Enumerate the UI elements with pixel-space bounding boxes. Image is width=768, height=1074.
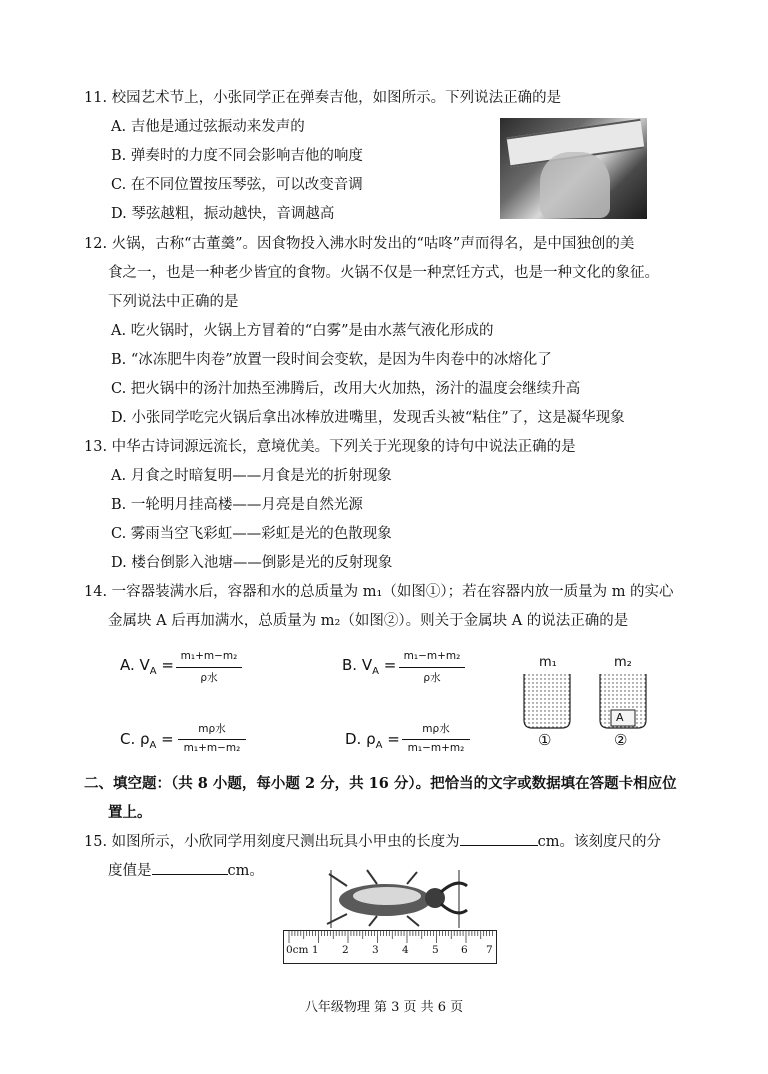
q14-option-a-lhs: A. $V_A$ = [120,656,174,677]
q15-line1: 15. 如图所示，小欣同学用刻度尺测出玩具小甲虫的长度为 cm。该刻度尺的分 [84,834,662,850]
beaker-1-label: m₁ [539,655,557,670]
ruler-label-5: 5 [432,944,439,956]
q12-stem-line3: 下列说法中正确的是 [108,294,239,310]
q12-stem-line1: 12. 火锅，古称“古董羹”。因食物投入沸水时发出的“咕咚”声而得名，是中国独创的美 [84,236,635,252]
q12-option-c: C. 把火锅中的汤汁加热至沸腾后，改用大火加热，汤汁的温度会继续升高 [111,381,581,397]
q12-stem-line2: 食之一，也是一种老少皆宜的食物。火锅不仅是一种烹饪方式，也是一种文化的象征。 [108,265,659,281]
q14-option-b-denominator: ρ水 [423,672,441,684]
beakers-diagram [520,670,650,732]
metal-block-label: A [616,711,624,724]
section2-heading-line2: 置上。 [108,804,152,821]
ruler-label-2: 2 [342,944,349,956]
q14-stem-line2: 金属块 A 后再加满水，总质量为 m₂（如图②）。则关于金属块 A 的说法正确的是 [108,613,629,629]
q11-stem: 11. 校园艺术节上，小张同学正在弹奏吉他，如图所示。下列说法正确的是 [84,90,562,106]
q14-option-c-fraction-bar [178,739,246,740]
page-footer: 八年级物理 第 3 页 共 6 页 [304,1000,464,1015]
ruler-label-7: 7 [486,944,493,956]
q14-option-c-numerator: mρ水 [198,723,226,735]
q14-option-c-denominator: m₁+m−m₂ [183,742,241,754]
ruler-label-0-1: 0cm 1 [286,944,319,956]
q11-option-d: D. 琴弦越粗，振动越快，音调越高 [111,206,335,222]
q13-option-b: B. 一轮明月挂高楼——月亮是自然光源 [111,497,363,513]
q14-option-a-numerator: m₁+m−m₂ [180,650,238,662]
q14-stem-line1: 14. 一容器装满水后，容器和水的总质量为 m₁（如图①）；若在容器内放一质量为 m 的实心 [84,584,674,600]
q13-option-a: A. 月食之时暗复明——月食是光的折射现象 [111,468,392,484]
beaker-2-caption: ② [614,731,628,749]
q14-option-d-lhs: D. $\rho_A$ = [345,730,400,751]
ruler-label-3: 3 [372,944,379,956]
q14-option-c-lhs: C. $\rho_A$ = [120,730,174,751]
q15-blank-length[interactable] [460,845,538,846]
ruler-label-4: 4 [402,944,409,956]
q13-stem: 13. 中华古诗词源远流长，意境优美。下列关于光现象的诗句中说法正确的是 [84,439,576,455]
beaker-2-label: m₂ [614,655,632,670]
q15-blank-division[interactable] [152,874,228,875]
q14-option-d-fraction-bar [402,739,470,740]
q12-option-d: D. 小张同学吃完火锅后拿出冰棒放进嘴里，发现舌头被“粘住”了，这是凝华现象 [111,410,625,426]
q14-option-d-numerator: mρ水 [422,723,450,735]
q12-option-a: A. 吃火锅时，火锅上方冒着的“白雾”是由水蒸气液化形成的 [111,323,494,339]
ruler-label-6: 6 [461,944,468,956]
q13-option-c: C. 雾雨当空飞彩虹——彩虹是光的色散现象 [111,526,392,542]
beetle-image [307,868,477,928]
q12-option-b: B. “冰冻肥牛肉卷”放置一段时间会变软，是因为牛肉卷中的冰熔化了 [111,352,552,368]
q14-option-b-numerator: m₁−m+m₂ [403,650,461,662]
section2-heading-line1: 二、填空题：（共 8 小题，每小题 2 分，共 16 分）。把恰当的文字或数据填在答题卡相应位 [84,775,677,792]
q14-option-a-fraction-bar [176,667,242,668]
q14-option-b-fraction-bar [399,667,465,668]
q13-option-d: D. 楼台倒影入池塘——倒影是光的反射现象 [111,555,393,571]
q15-line2: 度值是 cm。 [108,863,264,879]
q11-option-c: C. 在不同位置按压琴弦，可以改变音调 [111,177,363,193]
q11-option-b: B. 弹奏时的力度不同会影响吉他的响度 [111,148,363,164]
q14-option-d-denominator: m₁−m+m₂ [407,742,465,754]
q14-option-a-denominator: ρ水 [200,672,218,684]
q11-option-a: A. 吉他是通过弦振动来发声的 [111,119,305,135]
beaker-1-caption: ① [538,731,552,749]
guitar-photo [500,118,647,219]
beaker-1 [524,674,570,728]
q14-option-b-lhs: B. $V_A$ = [342,656,397,677]
